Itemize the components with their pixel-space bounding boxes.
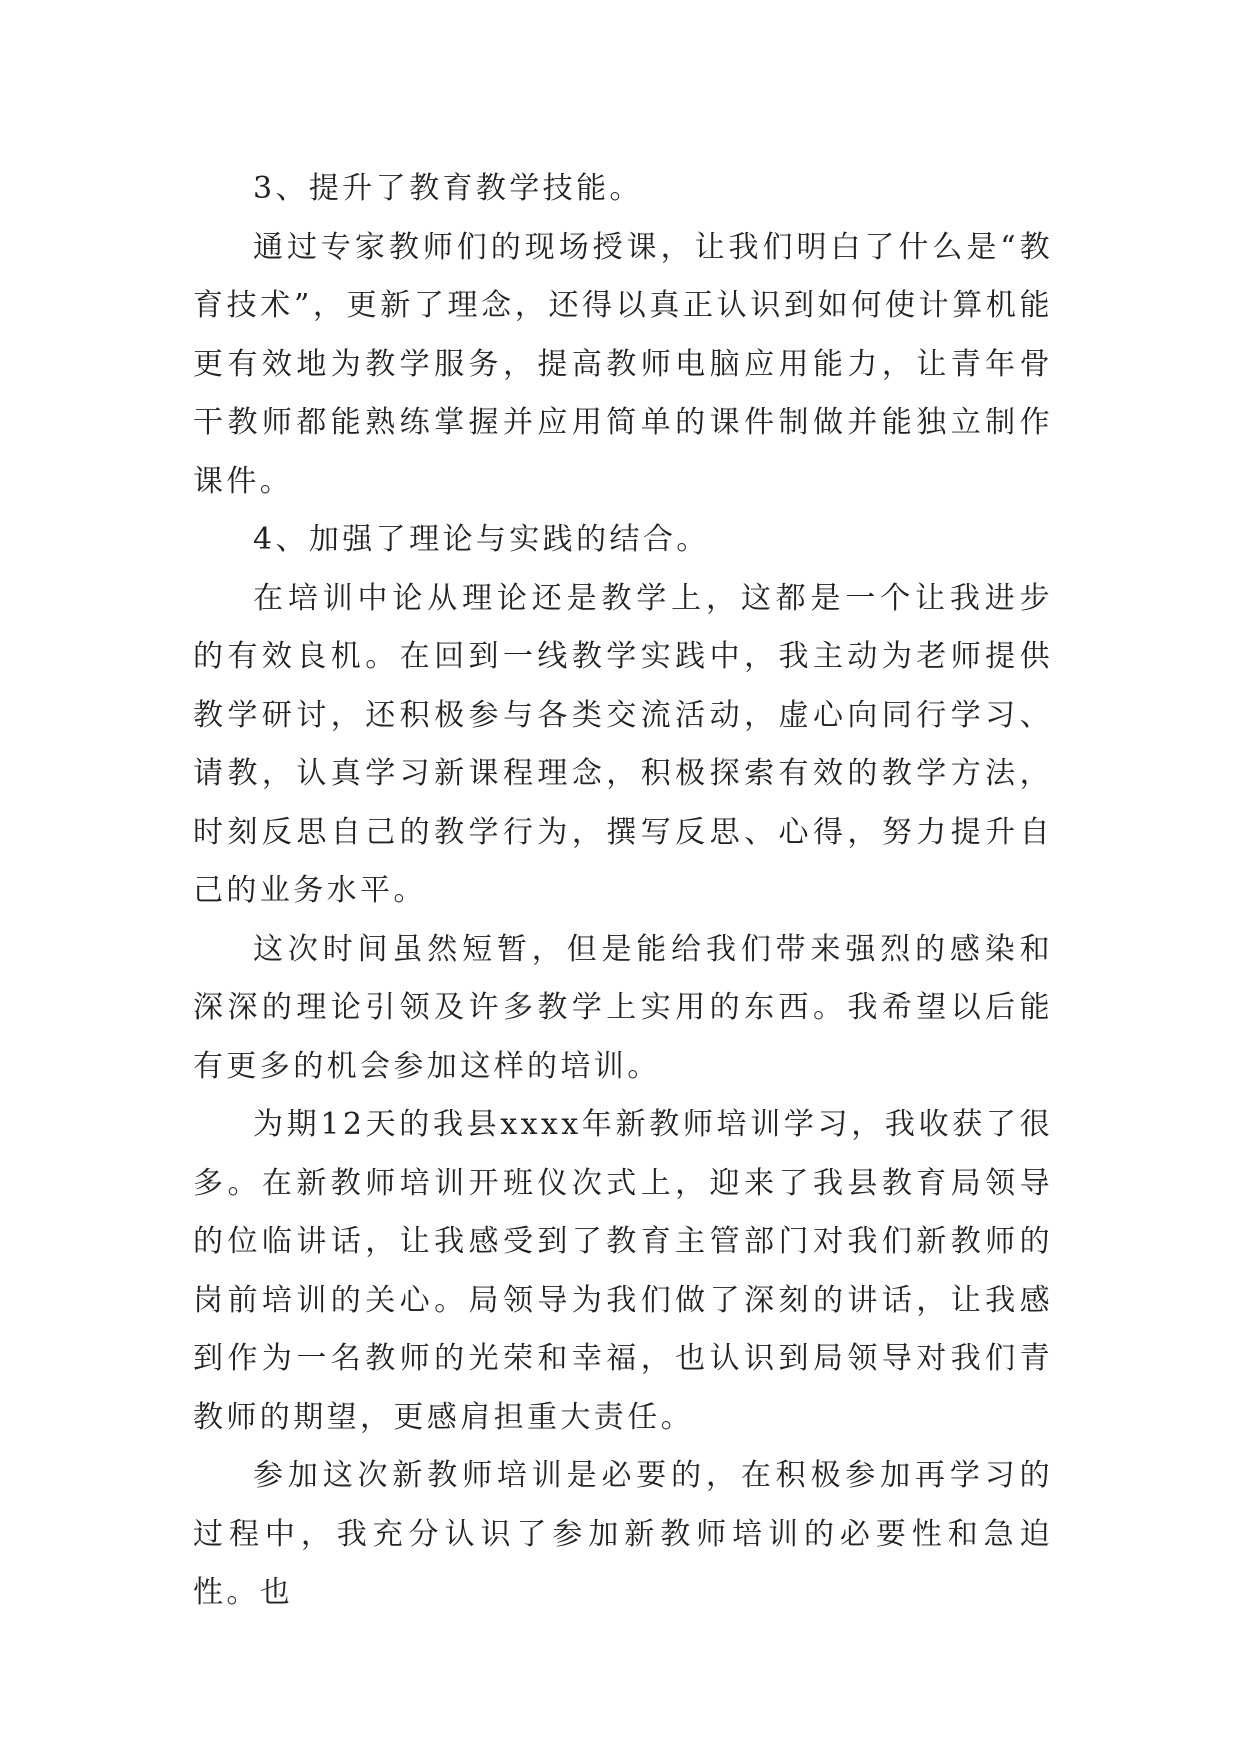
paragraph: 在培训中论从理论还是教学上，这都是一个让我进步的有效良机。在回到一线教学实践中，我主动为老师提供教学研讨，还积极参与各类交流活动，虚心向同行学习、请教，认真学习新课程理念，积极探索有效的教学方法，时刻反思自己的教学行为，撰写反思、心得，努力提升自己的业务水平。: [193, 580, 1053, 908]
paragraph-heading-4: 4、加强了理论与实践的结合。: [253, 522, 710, 557]
paragraph: 这次时间虽然短暂，但是能给我们带来强烈的感染和深深的理论引领及许多教学上实用的东西。我希望以后能有更多的机会参加这样的培训。: [193, 931, 1053, 1084]
paragraph-heading-3: 3、提升了教育教学技能。: [253, 171, 643, 206]
paragraph: 参加这次新教师培训是必要的，在积极参加再学习的过程中，我充分认识了参加新教师培训的必要性和急迫性。也: [193, 1458, 1053, 1610]
paragraph: 为期12天的我县xxxx年新教师培训学习，我收获了很多。在新教师培训开班仪次式上，迎来了我县教育局领导的位临讲话，让我感受到了教育主管部门对我们新教师的岗前培训的关心。局领导为我们做了深刻的讲话，让我感到作为一名教师的光荣和幸福，也认识到局领导对我们青教师的期望，更感肩担重大责任。: [193, 1107, 1053, 1435]
paragraph: 通过专家教师们的现场授课，让我们明白了什么是“教育技术”，更新了理念，还得以真正认识到如何使计算机能更有效地为教学服务，提高教师电脑应用能力，让青年骨干教师都能熟练掌握并应用简单的课件制做并能独立制作课件。: [193, 229, 1053, 499]
document-body: [193, 160, 1053, 1623]
